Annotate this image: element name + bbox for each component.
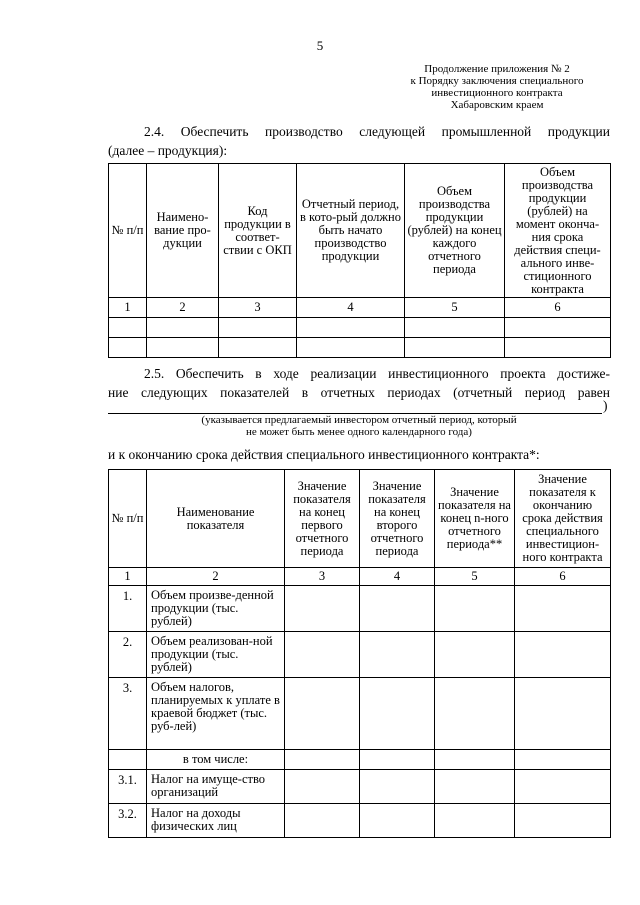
column-number: 6 xyxy=(515,568,611,586)
row-number: 2. xyxy=(109,632,147,678)
col-header-okp-code: Код продукции в соответ-ствии с ОКП xyxy=(219,164,297,298)
table-row xyxy=(109,804,611,838)
table-header-row xyxy=(109,470,611,568)
table-row xyxy=(109,678,611,750)
column-number: 6 xyxy=(505,298,611,318)
appendix-header-line: Продолжение приложения № 2 xyxy=(424,63,570,75)
table-row xyxy=(109,632,611,678)
indicator-name: Объем налогов, планируемых к уплате в краевой бюджет (тыс. руб-лей) xyxy=(147,678,285,750)
column-number: 5 xyxy=(435,568,515,586)
fill-line-caption-line: не может быть менее одного календарного года) xyxy=(246,426,472,438)
section-2-5-line2: ние следующих показателей в отчетных периодах (отчетный период равен xyxy=(108,385,610,400)
column-number-row xyxy=(109,298,611,318)
appendix-header xyxy=(392,63,602,111)
page-number: 5 xyxy=(316,38,324,53)
row-number: 3. xyxy=(109,678,147,750)
column-number: 2 xyxy=(147,568,285,586)
row-number: 3.1. xyxy=(109,770,147,804)
indicator-name: Налог на имуще-ство организаций xyxy=(147,770,285,804)
col-header-second-period: Значение показателя на конец второго отчетного периода xyxy=(360,470,435,568)
column-number: 1 xyxy=(109,568,147,586)
table-row xyxy=(109,770,611,804)
col-header-number: № п/п xyxy=(109,470,147,568)
indicators-table xyxy=(108,469,611,838)
section-2-4-line1: 2.4. Обеспечить производство следующей промышленной продукции xyxy=(144,124,610,139)
column-number: 3 xyxy=(285,568,360,586)
column-number: 4 xyxy=(297,298,405,318)
appendix-header-line: к Порядку заключения специального xyxy=(410,75,584,87)
indicator-name: Налог на доходы физических лиц xyxy=(147,804,285,838)
table-header-row xyxy=(109,164,611,298)
col-header-indicator-name: Наименование показателя xyxy=(147,470,285,568)
col-header-product-name: Наимено-вание про-дукции xyxy=(147,164,219,298)
col-header-contract-end: Значение показателя к окончанию срока действия специального инвестицион-ного контракта xyxy=(515,470,611,568)
column-number: 5 xyxy=(405,298,505,318)
closing-parenthesis: ) xyxy=(603,398,608,413)
indicator-name: Объем произве-денной продукции (тыс. рублей) xyxy=(147,586,285,632)
col-header-number: № п/п xyxy=(109,164,147,298)
appendix-header-line: инвестиционного контракта xyxy=(431,87,563,99)
table-row xyxy=(109,586,611,632)
section-2-4-text xyxy=(108,122,610,160)
col-header-volume-at-end: Объем производства продукции (рублей) на момент оконча-ния срока действия специ-ального инве-стиционного контракта xyxy=(505,164,611,298)
section-2-5-continuation xyxy=(108,445,610,464)
appendix-header-line: Хабаровским краем xyxy=(450,99,544,111)
row-number xyxy=(109,750,147,770)
column-number-row xyxy=(109,568,611,586)
column-number: 3 xyxy=(219,298,297,318)
col-header-first-period: Значение показателя на конец первого отчетного периода xyxy=(285,470,360,568)
empty-table-row xyxy=(109,338,611,358)
col-header-start-period: Отчетный период, в кото-рый должно быть начато производство продукции xyxy=(297,164,405,298)
fill-line-caption xyxy=(108,414,610,438)
column-number: 4 xyxy=(360,568,435,586)
table-row xyxy=(109,750,611,770)
fill-line-caption-line: (указывается предлагаемый инвестором отчетный период, который xyxy=(201,414,517,426)
section-2-5-line3: и к окончанию срока действия специального инвестиционного контракта*: xyxy=(108,447,540,462)
col-header-volume-per-period: Объем производства продукции (рублей) на конец каждого отчетного периода xyxy=(405,164,505,298)
section-2-5-text xyxy=(108,364,610,402)
empty-table-row xyxy=(109,318,611,338)
section-2-5-line1: 2.5. Обеспечить в ходе реализации инвестиционного проекта достиже- xyxy=(144,366,610,381)
indicator-subheading: в том числе: xyxy=(147,750,285,770)
indicator-name: Объем реализован-ной продукции (тыс. рублей) xyxy=(147,632,285,678)
section-2-4-line2: (далее – продукция): xyxy=(108,143,228,158)
col-header-nth-period: Значение показателя на конец n-ного отчетного периода** xyxy=(435,470,515,568)
production-table xyxy=(108,163,611,358)
column-number: 1 xyxy=(109,298,147,318)
row-number: 1. xyxy=(109,586,147,632)
column-number: 2 xyxy=(147,298,219,318)
row-number: 3.2. xyxy=(109,804,147,838)
